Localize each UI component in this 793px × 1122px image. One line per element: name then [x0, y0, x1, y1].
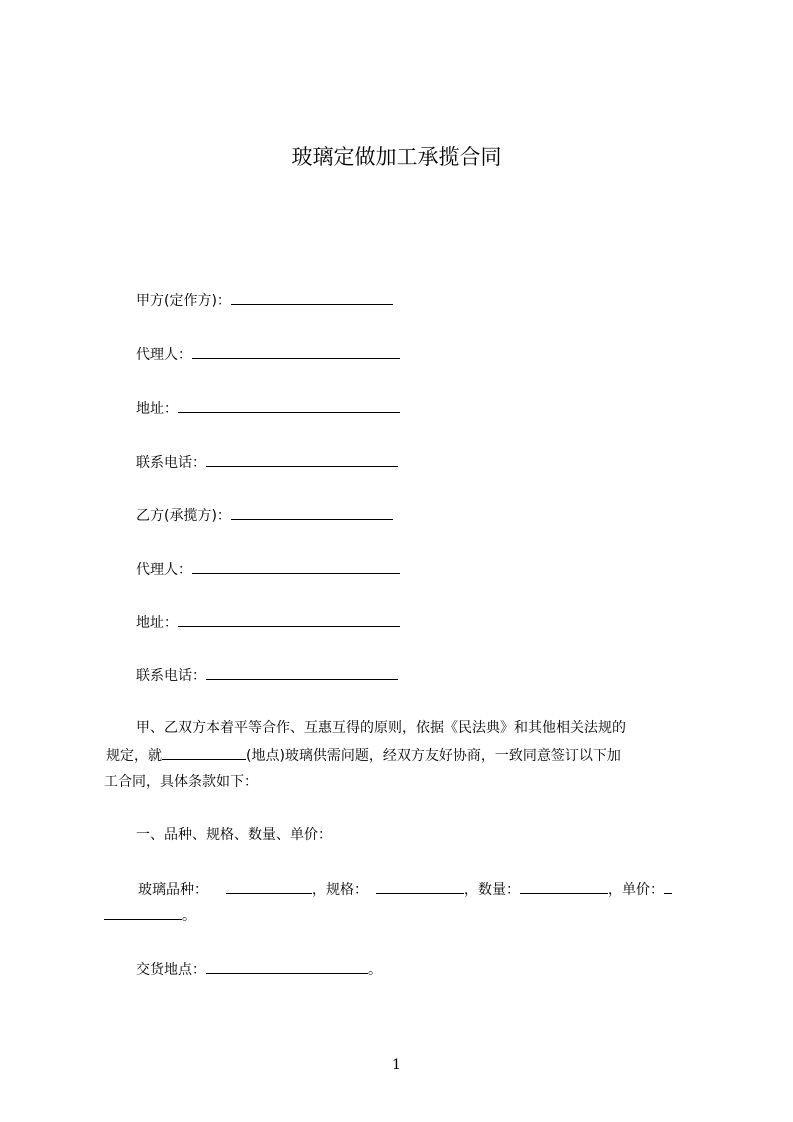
party-a-agent-label: 代理人：: [136, 347, 192, 363]
quantity-field[interactable]: [520, 879, 608, 894]
party-b-phone-row: [136, 665, 398, 686]
quantity-label: ，数量：: [464, 882, 520, 898]
party-b-phone-field[interactable]: [206, 665, 398, 680]
page-number: 1: [392, 1057, 401, 1073]
party-a-name-label: 甲方(定作方)：: [136, 293, 231, 309]
party-b-name-field[interactable]: [231, 505, 393, 520]
party-a-address-label: 地址：: [136, 401, 178, 417]
preamble-line-3: 工合同，具体条款如下：: [104, 774, 258, 790]
preamble-line-1: 甲、乙双方本着平等合作、互惠互得的原则，依据《民法典》和其他相关法规的: [136, 720, 626, 736]
party-a-phone-field[interactable]: [206, 452, 398, 467]
party-a-address-row: [136, 398, 400, 419]
delivery-row: [136, 959, 382, 980]
page-title: 玻璃定做加工承揽合同: [291, 145, 502, 169]
party-b-address-label: 地址：: [136, 615, 178, 631]
unit-price-field[interactable]: [104, 905, 182, 920]
party-b-agent-label: 代理人：: [136, 562, 192, 578]
party-b-phone-label: 联系电话：: [136, 668, 206, 684]
delivery-location-field[interactable]: [206, 959, 368, 974]
party-b-name-label: 乙方(承揽方)：: [136, 508, 231, 524]
party-a-address-field[interactable]: [178, 398, 400, 413]
location-field[interactable]: [162, 745, 246, 760]
party-b-address-row: [136, 612, 400, 633]
party-a-name-row: [136, 290, 393, 311]
delivery-label: 交货地点：: [136, 962, 206, 978]
delivery-end: 。: [368, 962, 382, 978]
unit-price-label: ，单价：: [608, 882, 664, 898]
spec-field[interactable]: [376, 879, 464, 894]
party-a-name-field[interactable]: [231, 290, 393, 305]
section-1-line-end: 。: [182, 908, 196, 924]
preamble-line-2-prefix: 规定，就: [106, 748, 162, 764]
party-b-name-row: [136, 505, 393, 526]
preamble-line-2-suffix: (地点)玻璃供需问题，经双方友好协商，一致同意签订以下加: [246, 748, 621, 764]
unit-price-field-start[interactable]: [664, 879, 672, 894]
unit-price-continuation-row: [104, 905, 196, 926]
party-b-address-field[interactable]: [178, 612, 400, 627]
preamble-line-2: [106, 745, 621, 766]
party-b-agent-field[interactable]: [192, 559, 400, 574]
glass-type-field[interactable]: [226, 879, 312, 894]
glass-type-label: 玻璃品种：: [138, 882, 208, 898]
section-1-heading: 一、品种、规格、数量、单价：: [136, 827, 332, 843]
party-a-agent-field[interactable]: [192, 344, 400, 359]
party-a-agent-row: [136, 344, 400, 365]
glass-spec-row: [138, 879, 672, 900]
party-a-phone-row: [136, 452, 398, 473]
party-a-phone-label: 联系电话：: [136, 455, 206, 471]
spec-label: ，规格：: [312, 882, 368, 898]
party-b-agent-row: [136, 559, 400, 580]
